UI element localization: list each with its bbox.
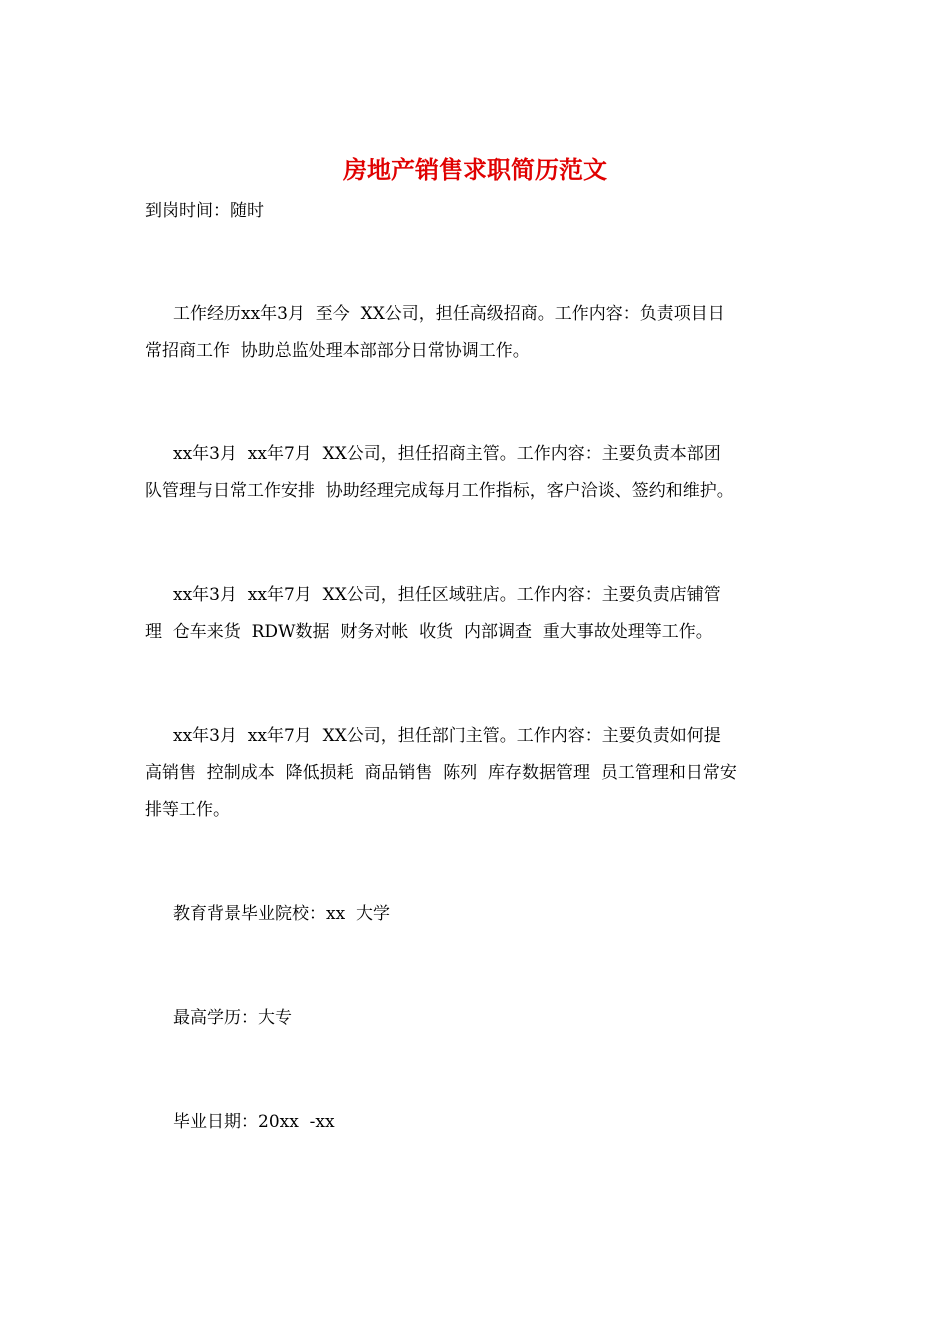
experience-line: xx年3月 xx年7月 XX公司，担任招商主管。工作内容：主要负责本部团 xyxy=(173,444,721,464)
education-graduation-date: 毕业日期：20xx -xx xyxy=(173,1112,335,1132)
experience-line: 工作经历xx年3月 至今 XX公司，担任高级招商。工作内容：负责项目日 xyxy=(173,304,725,324)
experience-line: 常招商工作 协助总监处理本部部分日常协调工作。 xyxy=(145,341,530,361)
experience-line: 队管理与日常工作安排 协助经理完成每月工作指标，客户洽谈、签约和维护。 xyxy=(145,481,734,501)
experience-line: xx年3月 xx年7月 XX公司，担任区域驻店。工作内容：主要负责店铺管 xyxy=(173,585,721,605)
arrival-time: 到岗时间：随时 xyxy=(145,201,264,221)
experience-line: 理 仓车来货 RDW数据 财务对帐 收货 内部调查 重大事故处理等工作。 xyxy=(145,622,713,642)
experience-line: 排等工作。 xyxy=(145,800,230,820)
education-school: 教育背景毕业院校：xx 大学 xyxy=(173,904,390,924)
experience-line: 高销售 控制成本 降低损耗 商品销售 陈列 库存数据管理 员工管理和日常安 xyxy=(145,763,737,783)
experience-line: xx年3月 xx年7月 XX公司，担任部门主管。工作内容：主要负责如何提 xyxy=(173,726,721,746)
document-title: 房地产销售求职简历范文 xyxy=(343,155,607,184)
education-degree: 最高学历：大专 xyxy=(173,1008,292,1028)
